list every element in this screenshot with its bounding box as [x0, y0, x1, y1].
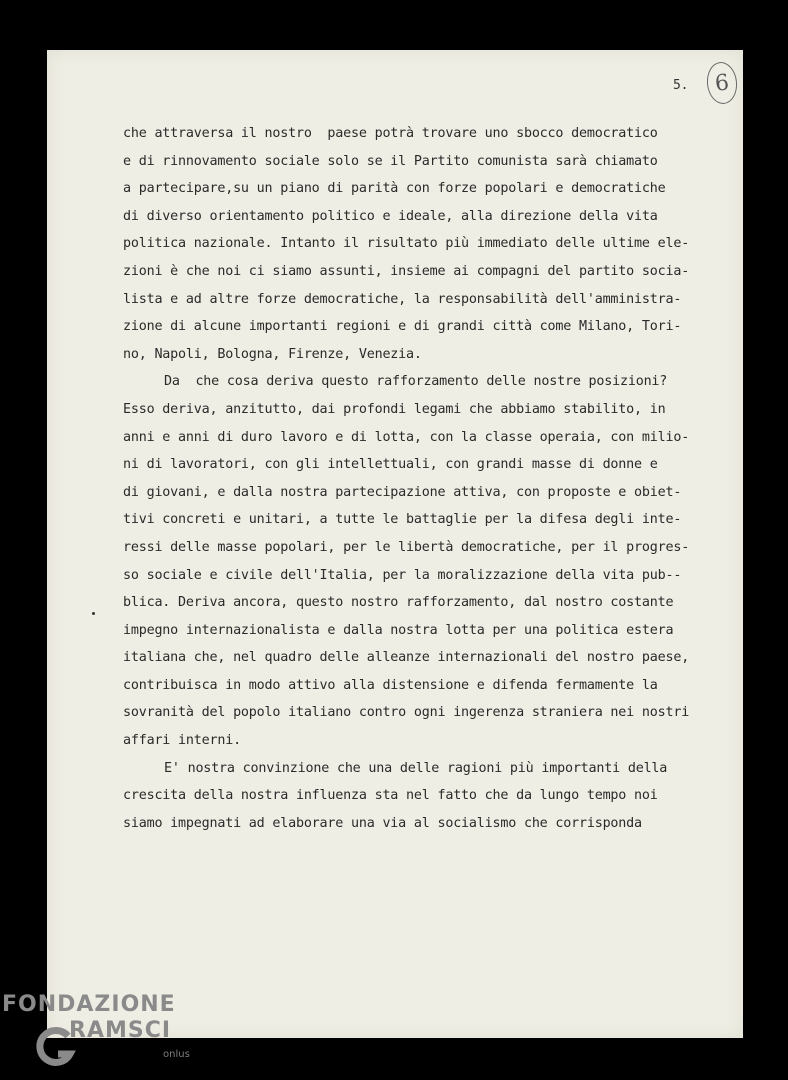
text-line: ressi delle masse popolari, per le libertà democratiche, per il progres-	[123, 539, 690, 555]
text-line: di giovani, e dalla nostra partecipazione attiva, con proposte e obiet-	[123, 484, 682, 500]
text-line: e di rinnovamento sociale solo se il Partito comunista sarà chiamato	[123, 153, 658, 169]
text-line: affari interni.	[123, 733, 241, 749]
typewritten-page	[47, 50, 743, 1038]
watermark-line-1: FONDAZIONE	[2, 992, 176, 1017]
text-line-paragraph-start: Da che cosa deriva questo rafforzamento delle nostre posizioni?	[164, 374, 668, 390]
text-line: lista e ad altre forze democratiche, la responsabilità dell'amministra-	[123, 291, 682, 307]
watermark-line-2: RAMSCI	[69, 1018, 172, 1043]
archive-number-circled: 6	[705, 61, 739, 106]
text-line: anni e anni di duro lavoro e di lotta, con la classe operaia, con milio-	[123, 429, 690, 445]
text-line: sovranità del popolo italiano contro ogni ingerenza straniera nei nostri	[123, 705, 690, 721]
archive-watermark	[2, 992, 202, 1078]
text-line: so sociale e civile dell'Italia, per la moralizzazione della vita pub--	[123, 567, 682, 583]
text-line: italiana che, nel quadro delle alleanze internazionali del nostro paese,	[123, 650, 690, 666]
page-number: 5.	[673, 78, 689, 93]
text-line: di diverso orientamento politico e ideale, alla direzione della vita	[123, 208, 658, 224]
text-line: politica nazionale. Intanto il risultato più immediato delle ultime ele-	[123, 236, 690, 252]
text-line: zione di alcune importanti regioni e di grandi città come Milano, Tori-	[123, 319, 682, 335]
text-line: Esso deriva, anzitutto, dai profondi legami che abbiamo stabilito, in	[123, 401, 666, 417]
margin-ink-mark	[92, 612, 95, 615]
text-line: che attraversa il nostro paese potrà trovare uno sbocco democratico	[123, 126, 658, 141]
text-line: impegno internazionalista e dalla nostra lotta per una politica estera	[123, 622, 674, 638]
text-line: ni di lavoratori, con gli intellettuali, con grandi masse di donne e	[123, 457, 658, 473]
text-line: blica. Deriva ancora, questo nostro rafforzamento, dal nostro costante	[123, 595, 674, 611]
text-line-paragraph-start: E' nostra convinzione che una delle ragioni più importanti della	[164, 760, 668, 776]
text-line: crescita della nostra influenza sta nel fatto che da lungo tempo noi	[123, 788, 658, 804]
body-text	[123, 120, 743, 837]
text-line: zioni è che noi ci siamo assunti, insieme ai compagni del partito socia-	[123, 263, 690, 279]
watermark-line-3: onlus	[163, 1049, 190, 1060]
text-line: no, Napoli, Bologna, Firenze, Venezia.	[123, 346, 422, 362]
text-line: a partecipare,su un piano di parità con forze popolari e democratiche	[123, 181, 666, 197]
text-line: contribuisca in modo attivo alla distensione e difenda fermamente la	[123, 677, 658, 693]
text-line: tivi concreti e unitari, a tutte le battaglie per la difesa degli inte-	[123, 512, 682, 528]
text-line: siamo impegnati ad elaborare una via al socialismo che corrisponda	[123, 815, 642, 831]
